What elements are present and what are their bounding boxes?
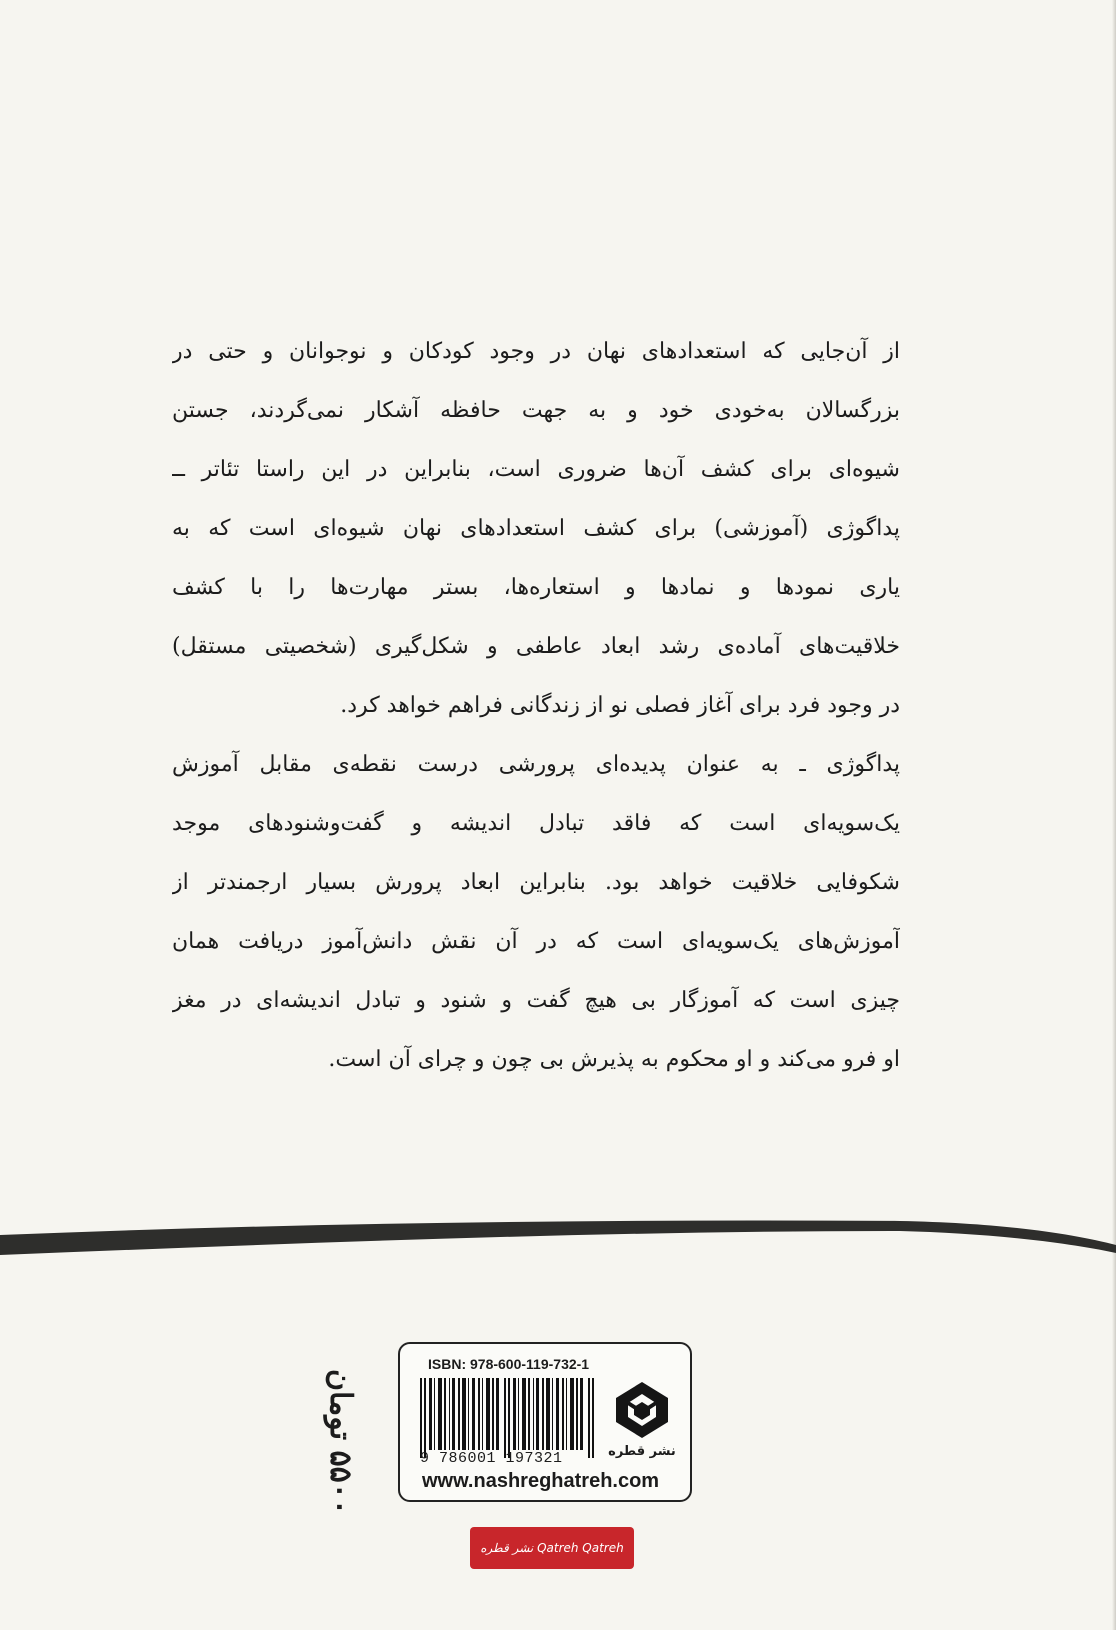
blurb-line: یک‌سویه‌ای است که فاقد تبادل اندیشه و گفت‌وشنودهای موجد <box>172 811 900 836</box>
publisher-stamp: Qatreh Qatreh نشر قطره <box>470 1527 634 1569</box>
blurb-line: خلاقیت‌های آماده‌ی رشد ابعاد عاطفی و شکل‌گیری (شخصیتی مستقل) <box>172 634 900 659</box>
blurb-line: پداگوژی ـ به عنوان پدیده‌ای پرورشی درست نقطه‌ی مقابل آموزش <box>172 752 900 777</box>
barcode-box <box>398 1342 692 1502</box>
barcode-icon <box>420 1378 598 1458</box>
blurb-line: بزرگسالان به‌خودی خود و به جهت حافظه آشکار نمی‌گردند، جستن <box>172 398 900 423</box>
isbn-label: ISBN: 978-600-119-732-1 <box>428 1356 590 1372</box>
blurb-line: از آن‌جایی که استعدادهای نهان در وجود کودکان و نوجوانان و حتی در <box>172 339 900 364</box>
publisher-logo-icon <box>610 1378 674 1442</box>
blurb-line: آموزش‌های یک‌سویه‌ای است که در آن نقش دانش‌آموز دریافت همان <box>172 929 900 954</box>
blurb-line: او فرو می‌کند و او محکوم به پذیرش بی چون و چرای آن است. <box>328 1047 900 1072</box>
back-cover-blurb <box>172 322 900 1089</box>
blurb-line: در وجود فرد برای آغاز فصلی نو از زندگانی فراهم خواهد کرد. <box>340 693 900 718</box>
blurb-line: چیزی است که آموزگار بی هیچ گفت و شنود و تبادل اندیشه‌ای در مغز <box>172 988 900 1013</box>
publisher-website: www.nashreghatreh.com <box>422 1470 660 1492</box>
price-label: ۵۵۰۰ تومان <box>323 1369 358 1515</box>
blurb-line: شکوفایی خلاقیت خواهد بود. بنابراین ابعاد پرورش بسیار ارجمندتر از <box>172 870 900 895</box>
publisher-name: نشر قطره <box>608 1444 676 1459</box>
barcode-digits: 9 786001 197321 <box>420 1450 563 1467</box>
blurb-line: پداگوژی (آموزشی) برای کشف استعدادهای نهان شیوه‌ای است که به <box>172 516 900 541</box>
decorative-divider <box>0 1215 1116 1255</box>
blurb-line: شیوه‌ای برای کشف آن‌ها ضروری است، بنابراین در این راستا تئاتر ــ <box>172 457 900 482</box>
page-edge <box>1112 0 1116 1630</box>
blurb-line: یاری نمودها و نمادها و استعاره‌ها، بستر مهارت‌ها را با کشف <box>172 575 900 600</box>
